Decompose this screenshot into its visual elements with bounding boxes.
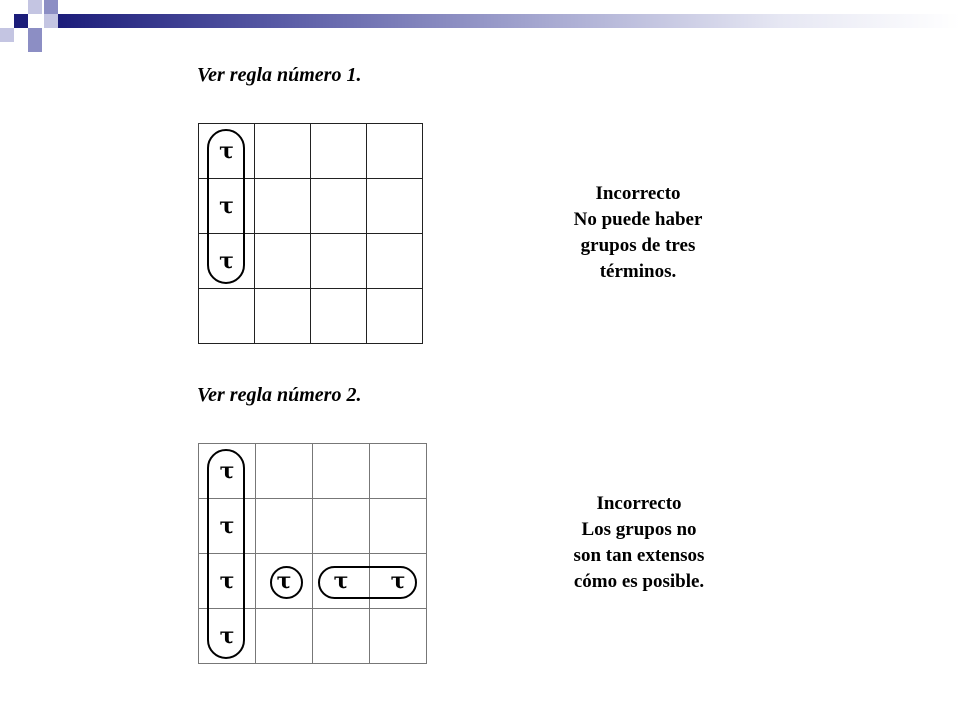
section2-caption (524, 491, 754, 595)
kmap-cell: τ (199, 124, 255, 179)
slide-header-decoration (0, 0, 960, 60)
kmap-cell (367, 289, 423, 344)
kmap-cell: τ (199, 609, 256, 664)
caption-line: No puede haber (573, 209, 703, 230)
kmap-cell (256, 609, 313, 664)
kmap-cell (255, 289, 311, 344)
kmap-cell: τ (256, 554, 313, 609)
caption-line: cómo es posible. (573, 571, 705, 592)
kmap-cell (370, 444, 427, 499)
section1-heading: Ver regla número 1. (197, 64, 362, 86)
header-gradient-bar (58, 14, 960, 28)
kmap-cell (367, 179, 423, 234)
caption-line: Incorrecto (596, 493, 682, 514)
section2-heading: Ver regla número 2. (197, 384, 362, 406)
group-loop-horizontal-2 (318, 566, 417, 599)
kmap-cell: τ (199, 234, 255, 289)
kmap-1 (198, 123, 423, 344)
header-square-mid (28, 42, 42, 52)
kmap-cell (311, 124, 367, 179)
kmap-cell: τ (199, 444, 256, 499)
kmap-cell (370, 609, 427, 664)
header-square-light (44, 14, 58, 28)
kmap-cell (367, 234, 423, 289)
kmap-cell (313, 444, 370, 499)
header-square-light (28, 0, 42, 14)
caption-line: grupos de tres (580, 235, 696, 256)
group-loop-vertical-3 (207, 129, 245, 284)
header-square-mid (44, 0, 58, 14)
header-square-dark (14, 14, 28, 28)
kmap-cell (311, 179, 367, 234)
kmap-cell (370, 499, 427, 554)
kmap-cell (313, 609, 370, 664)
header-square-mid (28, 28, 42, 42)
kmap-cell: τ (199, 499, 256, 554)
kmap-cell (256, 444, 313, 499)
kmap-cell (255, 234, 311, 289)
caption-line: son tan extensos (573, 545, 705, 566)
kmap-cell (199, 289, 255, 344)
group-loop-vertical-4 (207, 449, 245, 659)
kmap-cell (313, 499, 370, 554)
kmap-cell (311, 234, 367, 289)
caption-line: Incorrecto (595, 183, 681, 204)
kmap-cell (255, 179, 311, 234)
kmap-cell (255, 124, 311, 179)
caption-line: Los grupos no (581, 519, 697, 540)
kmap-cell (256, 499, 313, 554)
kmap-cell: τ (199, 179, 255, 234)
kmap-2 (198, 443, 427, 664)
kmap-cell: τ (313, 554, 370, 609)
kmap-cell: τ (370, 554, 427, 609)
header-square-light (0, 28, 14, 42)
caption-line: términos. (599, 261, 677, 282)
group-circle-single (270, 566, 303, 599)
kmap-cell (367, 124, 423, 179)
kmap-cell (311, 289, 367, 344)
kmap-cell: τ (199, 554, 256, 609)
section1-caption (523, 181, 753, 285)
